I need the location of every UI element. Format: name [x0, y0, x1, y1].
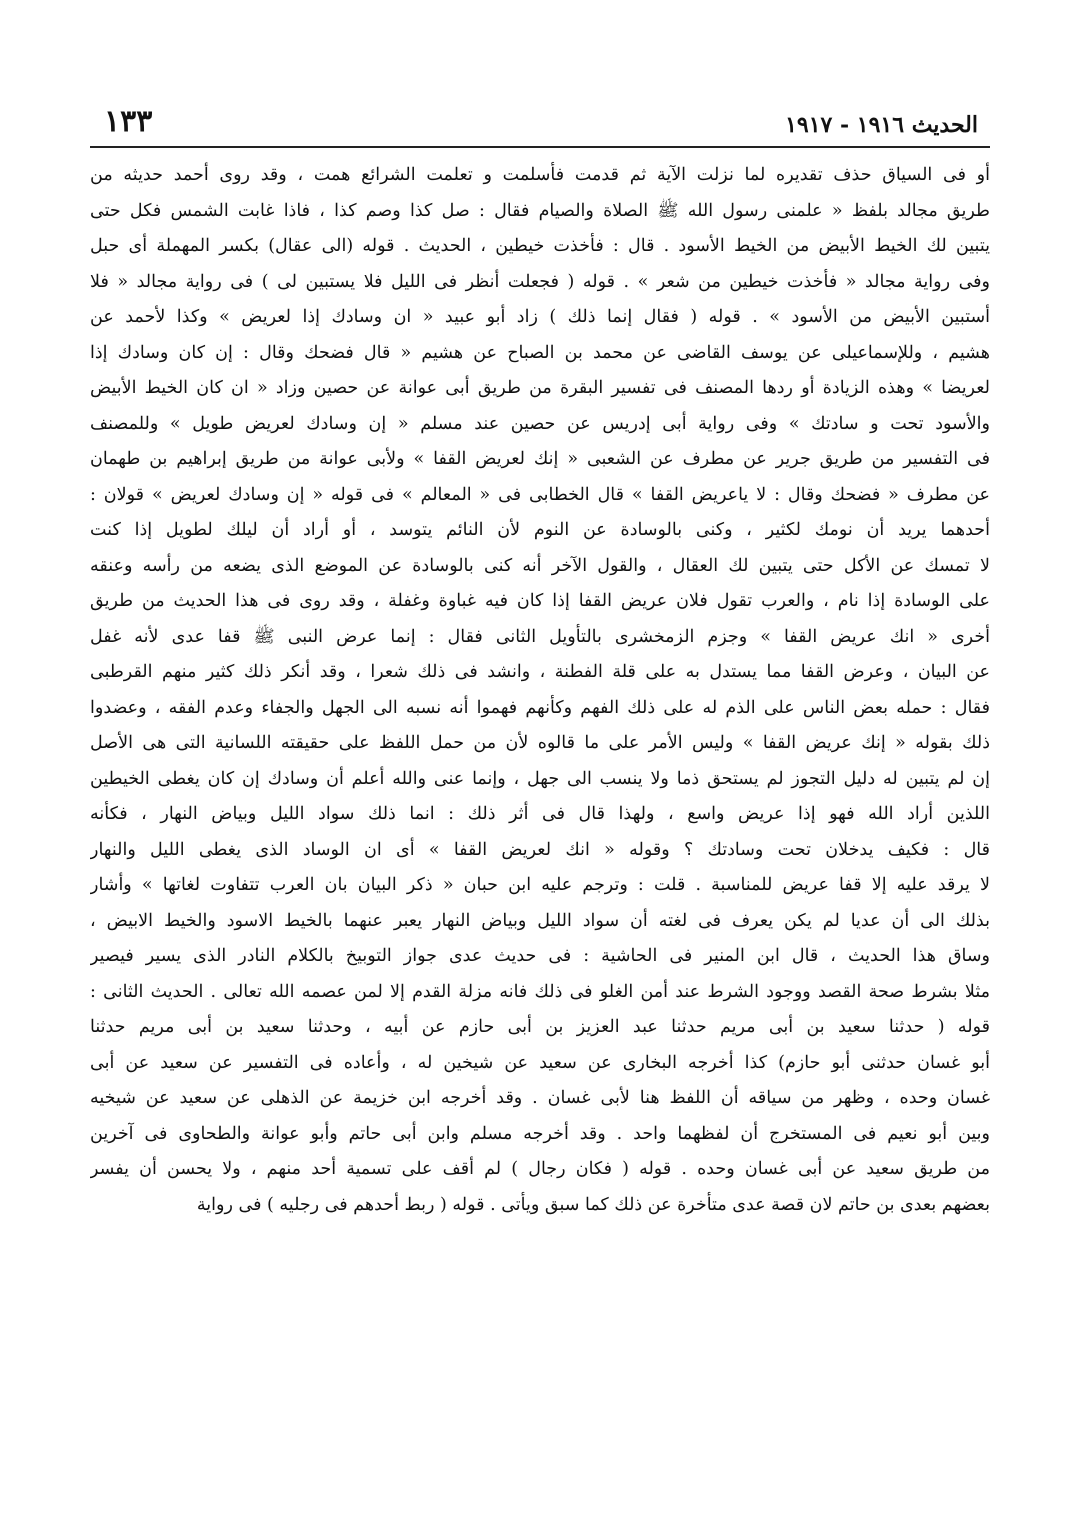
text-line: اللذين أراد الله فهو إذا عريض واسع ، ولهذا قال فى أثر ذلك : انما ذلك سواد الليل وبياض النهار ، فكأنه [90, 804, 990, 824]
text-line: قال : فكيف يدخلان تحت وسادتك ؟ وقوله « انك لعريض القفا » أى ان الوساد الذى يغطى الليل والنهار [90, 839, 990, 860]
text-line: أحدهما يريد أن نومك لكثير ، وكنى بالوسادة عن النوم لأن النائم يتوسد ، أو أراد أن ليلك لطويل إذا كنت [90, 520, 990, 540]
text-line: هشيم ، وللإسماعيلى عن يوسف القاضى عن محمد بن الصباح عن هشيم « قال فضحك وقال : إن كان وسادك إذا [90, 342, 990, 363]
page-number: ١٣٣ [104, 104, 153, 139]
text-line: وساق هذا الحديث ، قال ابن المنير فى الحاشية : فى حديث عدى جواز التوبيخ بالكلام النادر الذى يسير فيصير [90, 946, 990, 966]
text-line: أخرى « انك عريض القفا » وجزم الزمخشرى بالتأويل الثانى فقال : إنما عرض النبى ﷺ قفا عدى لأنه غفل [90, 626, 990, 647]
text-line: إن لم يتبين له دليل التجوز لم يستحق ذما ولا ينسب الى جهل ، وإنما عنى والله أعلم أن وسادك إن كان يغطى الخيطين [90, 768, 990, 789]
text-line: وبين أبو نعيم فى المستخرج أن لفظهما واحد . وقد أخرجه مسلم وابن أبى حاتم وأبو عوانة والطحاوى فى آخرين [90, 1123, 990, 1144]
running-title: الحديث ١٩١٦ - ١٩١٧ [785, 112, 978, 138]
text-line: لا تمسك عن الأكل حتى يتبين لك العقال ، والقول الآخر أنه كنى بالوسادة عن الموضع الذى يضعه من رأسه وعنقه [90, 555, 990, 576]
text-line: لا يرقد عليه إلا قفا عريض للمناسبة . قلت : وترجم عليه ابن حبان « ذكر البيان بان العرب تتفاوت لغاتها » وأشار [90, 875, 990, 895]
book-page [90, 98, 990, 1428]
text-line: طريق مجالد بلفظ « علمنى رسول الله ﷺ الصلاة والصيام فقال : صل كذا وصم كذا ، فاذا غابت الشمس فكل حتى [90, 200, 990, 221]
text-line: قوله ( حدثنا سعيد بن أبى مريم حدثنا عبد العزيز بن أبى حازم عن أبيه ، وحدثنا سعيد بن أبى مريم حدثنا [90, 1017, 990, 1037]
text-line: من طريق سعيد عن أبى غسان وحده . قوله ( فكان رجال ) لم أقف على تسمية أحد منهم ، ولا يحسن أن يفسر [90, 1159, 990, 1179]
header-rule [90, 146, 990, 148]
commentary-text [90, 158, 990, 1223]
text-line: أو فى السياق حذف تقديره لما نزلت الآية ثم قدمت فأسلمت و تعلمت الشرائع همت ، وقد روى أحمد حديثه من [90, 165, 990, 185]
text-line: والأسود تحت و سادتك » وفى رواية أبى إدريس عن حصين عند مسلم « إن وسادك لعريض طويل » وللمصنف [90, 413, 990, 434]
text-line: أبو غسان حدثنى أبو حازم) كذا أخرجه البخارى عن سعيد عن شيخين له ، وأعاده فى التفسير عن سعيد عن أبى [90, 1052, 990, 1073]
text-line: وفى رواية مجالد « فأخذت خيطين من شعر » . قوله ( فجعلت أنظر فى الليل فلا يستبين لى ) فى رواية مجالد « فلا [90, 271, 990, 292]
text-line: بذلك الى أن عديا لم يكن يعرف فى لغته أن سواد الليل وبياض النهار يعبر عنهما بالخيط الاسود والخيط الابيض ، [90, 910, 990, 931]
text-line: فقال : حمله بعض الناس على الذم له على ذلك الفهم وكأنهم فهموا أنه نسبه الى الجهل والجفاء وعدم الفقه ، وعضدوا [90, 697, 990, 718]
text-line: يتبين لك الخيط الأبيض من الخيط الأسود . قال : فأخذت خيطين ، الحديث . قوله (الى عقال) بكسر المهملة أى حبل [90, 236, 990, 256]
text-line: ذلك بقوله « إنك عريض القفا » وليس الأمر على ما قالوه لأن من حمل اللفظ على حقيقته اللسانية التى هى الأصل [90, 733, 990, 753]
text-line: على الوسادة إذا نام ، والعرب تقول فلان عريض القفا إذا كان فيه غباوة وغفلة ، وقد روى فى هذا الحديث من طريق [90, 591, 990, 611]
text-line: أستبين الأبيض من الأسود » . قوله ( فقال إنما ذلك ) زاد أبو عبيد « ان وسادك إذا لعريض » وكذا لأحمد عن [90, 307, 990, 327]
text-line: عن البيان ، وعرض القفا مما يستدل به على قلة الفطنة ، وانشد فى ذلك شعرا ، وقد أنكر ذلك كثير منهم القرطبى [90, 662, 990, 682]
text-line: لعريضا » وهذه الزيادة أو ردها المصنف فى تفسير البقرة من طريق أبى عوانة عن حصين وزاد « ان كان الخيط الأبيض [90, 378, 990, 398]
text-line: بعضهم بعدى بن حاتم لان قصة عدى متأخرة عن ذلك كما سبق ويأتى . قوله ( ربط أحدهم فى رجليه ) فى رواية [196, 1194, 990, 1215]
text-line: مثلا بشرط صحة القصد ووجود الشرط عند أمن الغلو فى ذلك فانه مزلة القدم إلا لمن عصمه الله تعالى . الحديث الثانى : [90, 981, 990, 1002]
text-line: عن مطرف « فضحك وقال : لا ياعريض القفا » قال الخطابى فى « المعالم » فى قوله « إن وسادك لعريض » قولان : [90, 484, 990, 505]
text-line: غسان وحده ، وظهر من سياقه أن اللفظ هنا لأبى غسان . وقد أخرجه ابن خزيمة عن الذهلى عن سعيد عن شيخيه [90, 1088, 990, 1108]
text-line: فى التفسير من طريق جرير عن مطرف عن الشعبى « إنك لعريض القفا » ولأبى عوانة من طريق إبراهيم بن طهمان [90, 449, 990, 469]
running-header [90, 98, 990, 144]
